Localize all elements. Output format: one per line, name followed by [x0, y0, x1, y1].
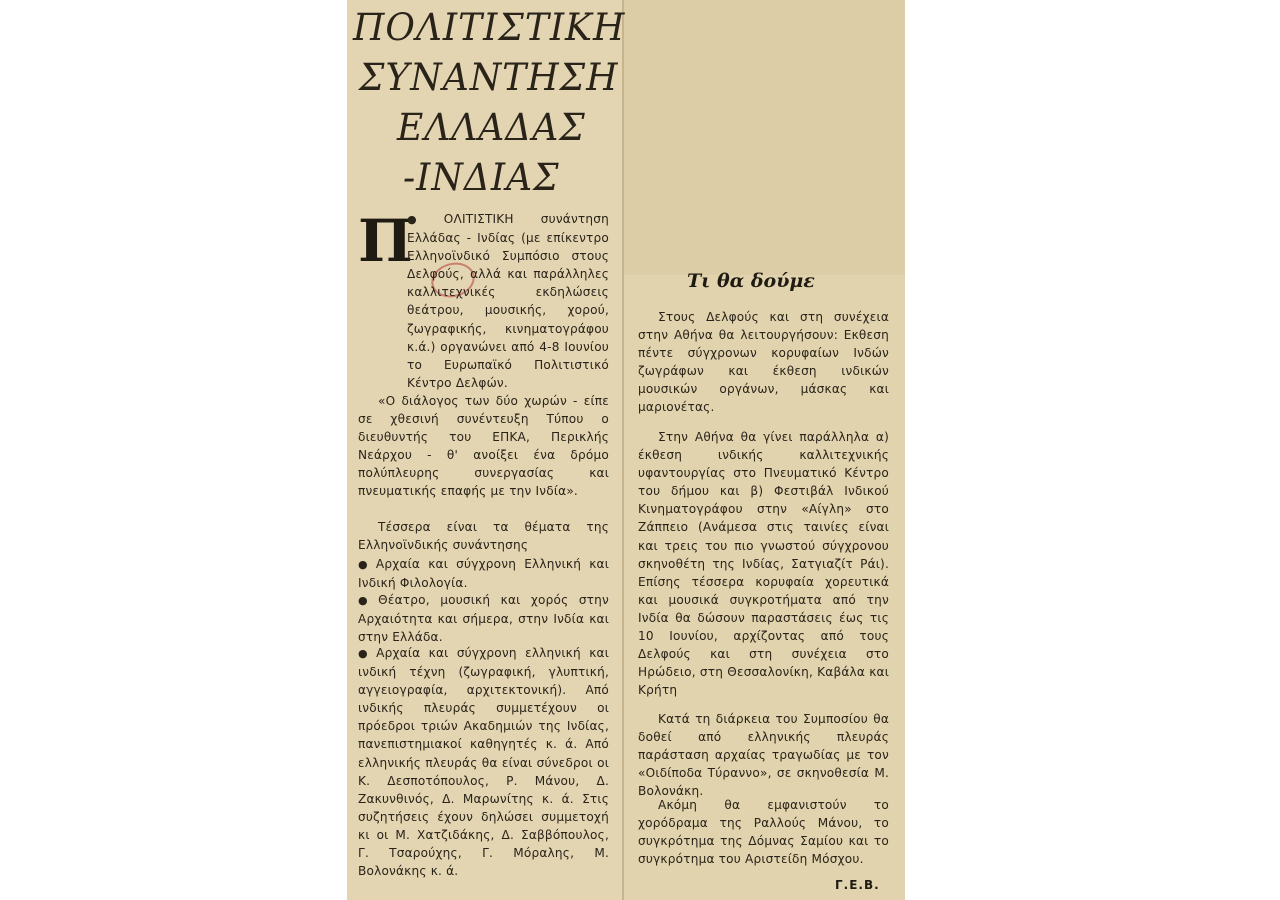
theme-item-1: ● Αρχαία και σύγχρονη Ελληνική και Ινδική Φιλολογία.: [358, 555, 609, 592]
theme-item-2: ● Θέατρο, μουσική και χορός στην Αρχαιότητα και σήμερα, στην Ινδία και στην Ελλάδα.: [358, 591, 609, 646]
right-paragraph-3: Κατά τη διάρκεια του Συμποσίου θα δοθεί από ελληνικής πλευράς παράσταση αρχαίας τραγωδίας με τον «Οιδίποδα Τύραννο», σε σκηνοθεσία Μ. Βολονάκη.: [638, 712, 889, 799]
headline-line-3: ΕΛΛΑΔΑΣ: [397, 106, 586, 150]
right-paragraph-1: Στους Δελφούς και στη συνέχεια στην Αθήνα θα λειτουργήσουν: Εκθεση πέντε σύγχρονων κορυφαίων Ινδών ζωγράφων και έκθεση ινδικών μουσικών οργάνων, μάσκας και μαριονέτας.: [638, 310, 889, 415]
theme-item-3: ● Αρχαία και σύγχρονη ελληνική και ινδική τέχνη (ζωγραφική, γλυπτική, αγγειογραφία, αρχιτεκτονική). Από ινδικής πλευράς συμμετέχουν οι πρόεδροι τριών Ακαδημιών της Ινδίας, πανεπιστημιακοί καθηγητές κ. ά. Από ελληνικής πλευράς θα είναι σύνεδροι οι Κ. Δεσποτόπουλος, Ρ. Μάνου, Δ. Ζακυνθινός, Δ. Μαρωνίτης κ. ά. Στις συζητήσεις έχουν δηλώσει συμμετοχή κι οι Μ. Χατζιδάκης, Δ. Σαββόπουλος, Γ. Τσαρούχης, Γ. Μόραλης, Μ. Βολονάκης κ. ά.: [358, 644, 609, 880]
author-signature: Γ.Ε.Β.: [835, 878, 880, 892]
headline-line-2: ΣΥΝΑΝΤΗΣΗ: [359, 56, 619, 100]
right-paragraph-2: Στην Αθήνα θα γίνει παράλληλα α) έκθεση ινδικής καλλιτεχνικής υφαντουργίας στο Πνευματικό Κέντρο του δήμου και β) Φεστιβάλ Ινδικού Κινηματογράφου στην «Αίγλη» στο Ζάππειο (Ανάμεσα στις ταινίες είναι και τρεις του πιο γνωστού σύγχρονου σκηνοθέτη της Ινδίας, Σατγιαζίτ Ράι). Επίσης τέσσερα κορυφαία χορευτικά και μουσικά συγκροτήματα από την Ινδία θα δώσουν παραστάσεις έως τις 10 Ιουνίου, αρχίζοντας από τους Δελφούς και στη συνέχεια στο Ηρώδειο, στη Θεσσαλονίκη, Καβάλα και Κρήτη: [638, 430, 889, 698]
section-subheading: Τι θα δούμε: [687, 270, 815, 292]
right-column-blank-area: [624, 0, 905, 275]
lead-paragraph: ● ΟΛΙΤΙΣΤΙΚΗ συνάντηση Ελλάδας - Ινδίας (με επίκεντρο Ελληνοϊνδικό Συμπόσιο στους Δελφούς, αλλά και παράλληλες καλλιτεχνικές εκδηλώσεις θεάτρου, μουσικής, χορού, ζωγραφικής, κινηματογράφου κ.ά.) οργανώνει από 4-8 Ιουνίου το Ευρωπαϊκό Πολιτιστικό Κέντρο Δελφών.: [407, 210, 609, 392]
column-divider: [622, 0, 624, 900]
headline-line-1: ΠΟΛΙΤΙΣΤΙΚΗ: [353, 6, 626, 50]
quote-paragraph: «Ο διάλογος των δύο χωρών - είπε σε χθεσινή συνέντευξη Τύπου ο διευθυντής του ΕΠΚΑ, Περικλής Νεάρχου - θ' ανοίξει ένα δρόμο πολύπλευρης συνεργασίας και πνευματικής επαφής με την Ινδία».: [358, 394, 609, 499]
right-paragraph-4: Ακόμη θα εμφανιστούν το χορόδραμα της Ραλλούς Μάνου, το συγκρότημα της Δόμνας Σαμίου και το συγκρότημα του Αριστείδη Μόσχου.: [638, 798, 889, 867]
headline-line-4: -ΙΝΔΙΑΣ: [403, 156, 560, 200]
themes-intro: Τέσσερα είναι τα θέματα της Ελληνοϊνδικής συνάντησης: [358, 520, 609, 553]
newspaper-clipping: [347, 0, 905, 900]
drop-cap: Π: [358, 207, 413, 275]
